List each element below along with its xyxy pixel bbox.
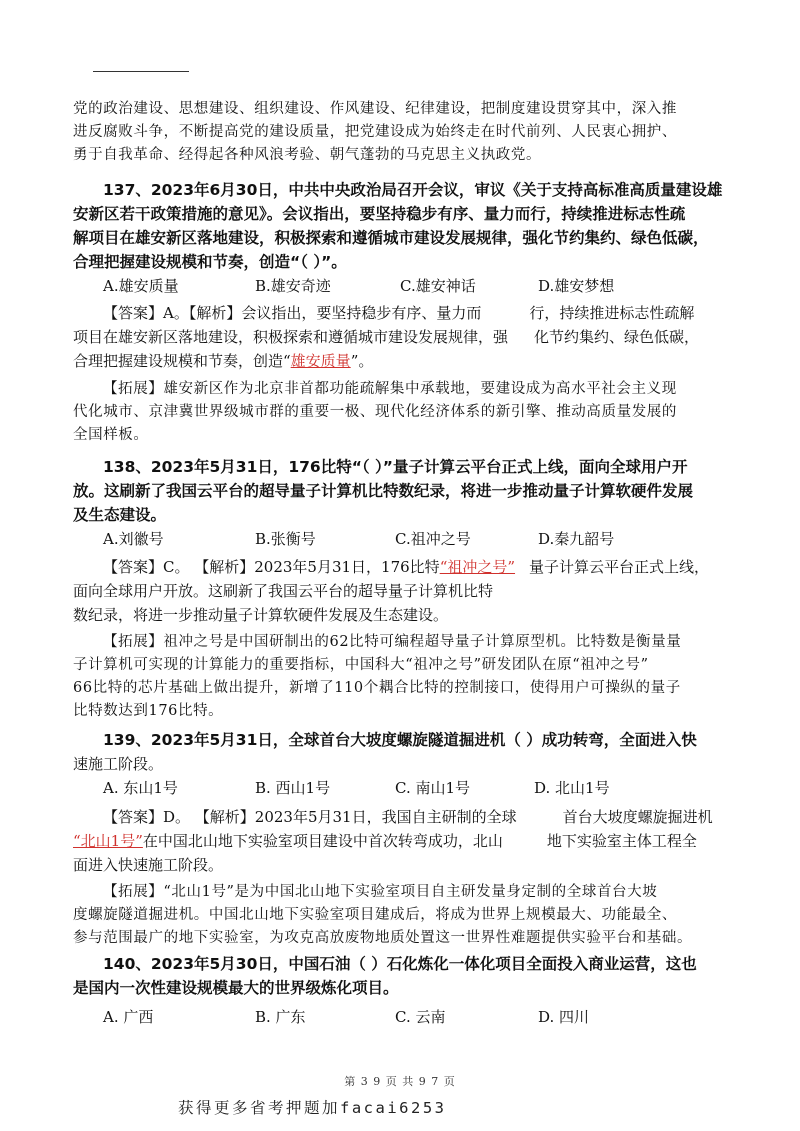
highlight-answer: “祖冲之号” — [439, 558, 516, 576]
answer-137: 【答案】A。【解析】会议指出，要坚持稳步有序、量力而 行，持续推进标志性疏解 — [103, 304, 695, 322]
option-b: B. 西山1号 — [255, 779, 331, 797]
option-a: A.刘徽号 — [103, 530, 164, 548]
answer-138: 【答案】C。 【解析】2023年5月31日，176比特“祖冲之号” 量子计算云平台正式上线， — [103, 558, 710, 576]
highlight-answer: “北山1号” — [73, 832, 143, 850]
option-d: D. 四川 — [538, 1008, 590, 1026]
extension-137: 全国样板。 — [73, 427, 149, 443]
option-c: C.雄安神话 — [400, 277, 476, 295]
option-d: D. 北山1号 — [534, 779, 610, 797]
highlight-answer: 雄安质量 — [290, 352, 351, 370]
option-a: A. 东山1号 — [103, 779, 178, 797]
promo-text: 获得更多省考押题加facai6253 — [178, 1099, 447, 1117]
extension-138: 66比特的芯片基础上做出提升，新增了110个耦合比特的控制接口，使得用户可操纵的量子 — [73, 680, 681, 696]
option-d: D.雄安梦想 — [538, 277, 615, 295]
intro-line: 党的政治建设、思想建设、组织建设、作风建设、纪律建设，把制度建设贯穿其中，深入推 — [73, 101, 677, 117]
page-number: 第 3 9 页 共 9 7 页 — [344, 1075, 456, 1088]
question-139: 139、2023年5月31日，全球首台大坡度螺旋隧道掘进机（ ）成功转弯，全面进入快 — [103, 731, 697, 749]
option-b: B.张衡号 — [255, 530, 316, 548]
question-138: 及生态建设。 — [73, 506, 167, 524]
question-137: 137、2023年6月30日，中共中央政治局召开会议，审议《关于支持高标准高质量建设雄 — [103, 181, 723, 199]
extension-138: 【拓展】祖冲之号是中国研制出的62比特可编程超导量子计算原型机。比特数是衡量量 — [103, 634, 682, 650]
extension-137: 【拓展】雄安新区作为北京非首都功能疏解集中承载地，要建设成为高水平社会主义现 — [103, 381, 677, 397]
question-140: 140、2023年5月30日，中国石油（ ）石化炼化一体化项目全面投入商业运营，这也 — [103, 955, 697, 973]
option-c: C. 云南 — [395, 1008, 446, 1026]
extension-139: 参与范围最广的地下实验室，为攻克高放废物地质处置这一世界性难题提供实验平台和基础。 — [73, 930, 693, 946]
extension-138: 比特数达到176比特。 — [73, 703, 224, 719]
answer-137: 合理把握建设规模和节奏，创造“雄安质量”。 — [73, 352, 374, 370]
question-138: 放。这刷新了我国云平台的超导量子计算机比特数纪录，将进一步推动量子计算软硬件发展 — [73, 482, 694, 500]
option-b: B. 广东 — [255, 1008, 306, 1026]
question-137: 安新区若干政策措施的意见》。会议指出，要坚持稳步有序、量力而行，持续推进标志性疏 — [73, 205, 686, 223]
top-rule — [93, 71, 189, 72]
answer-139: 【答案】D。 【解析】2023年5月31日，我国自主研制的全球 首台大坡度螺旋掘进机 — [103, 808, 713, 826]
option-a: A. 广西 — [103, 1008, 154, 1026]
question-137: 解项目在雄安新区落地建设，积极探索和遵循城市建设发展规律，强化节约集约、绿色低碳， — [73, 229, 709, 247]
option-c: C.祖冲之号 — [395, 530, 471, 548]
intro-line: 勇于自我革命、经得起各种风浪考验、朝气蓬勃的马克思主义执政党。 — [73, 147, 542, 163]
question-140: 是国内一次性建设规模最大的世界级炼化项目。 — [73, 979, 399, 997]
question-138: 138、2023年5月31日，176比特“（ ）”量子计算云平台正式上线，面向全球用户开 — [103, 458, 688, 476]
question-139: 速施工阶段。 — [73, 755, 164, 773]
option-d: D.秦九韶号 — [538, 530, 615, 548]
extension-137: 代化城市、京津冀世界级城市群的重要一极、现代化经济体系的新引擎、推动高质量发展的 — [73, 404, 677, 420]
option-b: B.雄安奇迹 — [255, 277, 331, 295]
question-137: 合理把握建设规模和节奏，创造“（ ）”。 — [73, 253, 347, 271]
intro-line: 进反腐败斗争，不断提高党的建设质量，把党建设成为始终走在时代前列、人民衷心拥护、 — [73, 124, 677, 140]
extension-139: 度螺旋隧道掘进机。中国北山地下实验室项目建成后，将成为世界上规模最大、功能最全、 — [73, 907, 677, 923]
extension-138: 子计算机可实现的计算能力的重要指标，中国科大“祖冲之号”研发团队在原“祖冲之号” — [73, 657, 649, 673]
option-a: A.雄安质量 — [103, 277, 179, 295]
option-c: C. 南山1号 — [395, 779, 471, 797]
answer-137: 项目在雄安新区落地建设，积极探索和遵循城市建设发展规律，强 化节约集约、绿色低碳， — [73, 328, 700, 346]
answer-139: “北山1号”在中国北山地下实验室项目建设中首次转弯成功，北山 地下实验室主体工程全 — [73, 832, 697, 850]
answer-139: 面进入快速施工阶段。 — [73, 856, 224, 874]
answer-138: 面向全球用户开放。这刷新了我国云平台的超导量子计算机比特 — [73, 582, 494, 600]
answer-138: 数纪录，将进一步推动量子计算软硬件发展及生态建设。 — [73, 606, 449, 624]
extension-139: 【拓展】“北山1号”是为中国北山地下实验室项目自主研发量身定制的全球首台大坡 — [103, 884, 658, 900]
